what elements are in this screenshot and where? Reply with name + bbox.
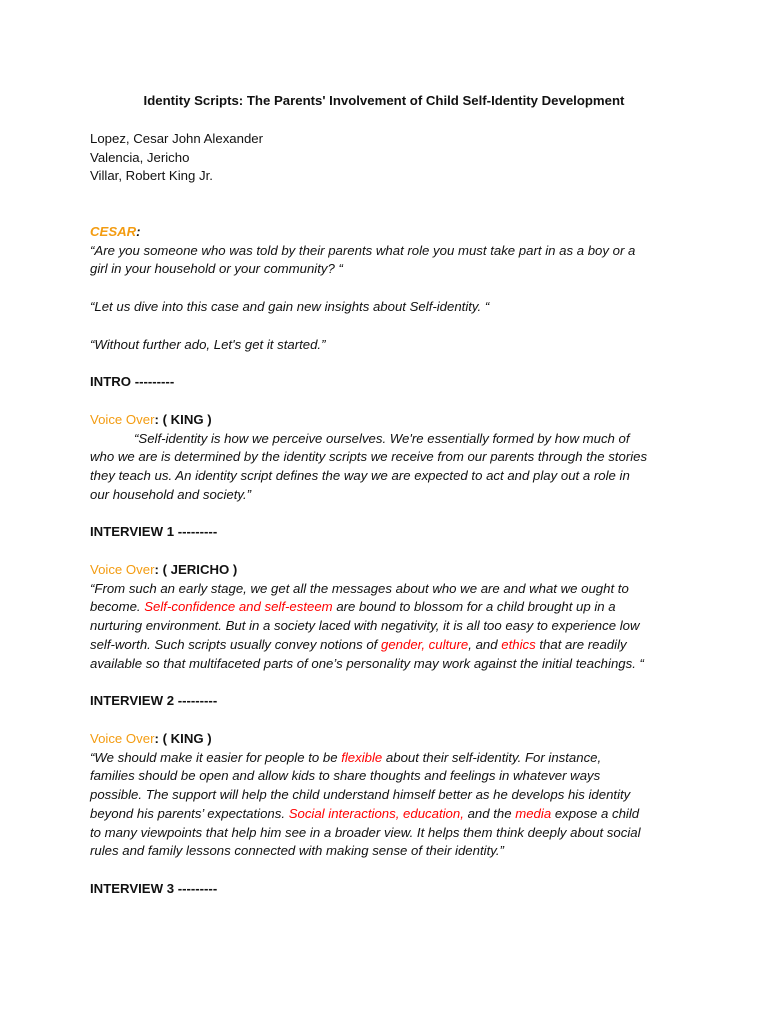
- interview1-heading-block: [90, 523, 690, 542]
- text-run: become.: [90, 599, 145, 615]
- intro-text-line: our household and society.”: [90, 486, 252, 502]
- cesar-section: [90, 223, 690, 279]
- interview2-heading-block: [90, 692, 690, 711]
- interview1-heading: INTERVIEW 1 ---------: [90, 524, 218, 539]
- interview1-text-line: nurturing environment. But in a society laced with negativity, it is all too easy to experience low: [90, 618, 640, 634]
- voice-over-tag: Voice Over: [90, 562, 155, 577]
- author-name: Lopez, Cesar John Alexander: [90, 131, 264, 146]
- highlight-text: ethics: [501, 636, 536, 652]
- text-run: are bound to blossom for a child brought up in a: [332, 599, 616, 615]
- interview2-text-line: rules and family lessons connected with making sense of their identity.”: [90, 843, 504, 859]
- text-run: “We should make it easier for people to be: [90, 749, 342, 765]
- cesar-line-3: [90, 336, 690, 355]
- voice-over-label: [90, 411, 690, 430]
- intro-text-line: “Self-identity is how we perceive ourselves. We're essentially formed by how much of: [134, 430, 630, 446]
- text-run: and the: [463, 805, 516, 821]
- intro-heading-block: [90, 373, 690, 392]
- cesar-label: [90, 223, 690, 242]
- interview2-heading: INTERVIEW 2 ---------: [90, 693, 218, 708]
- voice-over-tag: Voice Over: [90, 412, 155, 427]
- intro-heading: INTRO ---------: [90, 374, 175, 389]
- cesar-question-line: “Are you someone who was told by their parents what role you must take part in as a boy or a: [90, 242, 636, 258]
- voice-over-label: [90, 561, 690, 580]
- author-name: Valencia, Jericho: [90, 149, 190, 165]
- voice-over-tag: Voice Over: [90, 731, 155, 746]
- interview1-text-line: available so that multifaceted parts of one’s personality may work against the initial teachings. “: [90, 655, 644, 671]
- interview1-text-line: “From such an early stage, we get all the messages about who we are and what we ought to: [90, 580, 629, 596]
- highlight-text: media: [515, 805, 552, 821]
- cesar-statement: “Let us dive into this case and gain new insights about Self-identity. “: [90, 299, 490, 314]
- interview1-text-line: [90, 636, 690, 655]
- intro-text-line: they teach us. An identity script defines the way we are expected to act and play out a role in: [90, 468, 630, 484]
- text-run: that are readily: [535, 636, 627, 652]
- cesar-colon: :: [136, 224, 141, 239]
- intro-voice-over: [90, 411, 690, 505]
- text-run: about their self-identity. For instance,: [382, 749, 602, 765]
- interview2-text-line: [90, 805, 690, 824]
- highlight-text: Self-confidence and self-esteem: [144, 599, 333, 615]
- text-run: beyond his parents’ expectations.: [90, 805, 289, 821]
- highlight-text: gender, culture: [381, 636, 469, 652]
- text-run: expose a child: [551, 805, 640, 821]
- author-list: [90, 130, 690, 186]
- highlight-text: Social interactions, education,: [288, 805, 464, 821]
- cesar-line-2: [90, 298, 690, 317]
- text-run: self-worth. Such scripts usually convey notions of: [90, 636, 381, 652]
- interview2-text-line: to many viewpoints that help him see in a broader view. It helps them think deeply about social: [90, 824, 641, 840]
- highlight-text: flexible: [341, 749, 383, 765]
- interview2-text-line: possible. The support will help the child understand himself better as he develops his identity: [90, 787, 631, 803]
- interview1-voice-over: [90, 561, 690, 673]
- text-run: , and: [468, 636, 502, 652]
- interview2-text-line: families should be open and allow kids to share thoughts and feelings in whatever ways: [90, 768, 601, 784]
- voice-over-speaker: : ( KING ): [154, 412, 212, 427]
- cesar-name: CESAR: [90, 224, 137, 239]
- author-name: Villar, Robert King Jr.: [90, 168, 213, 184]
- voice-over-label: [90, 730, 690, 749]
- interview1-text-line: [90, 598, 690, 617]
- document-title: Identity Scripts: The Parents' Involvement of Child Self-Identity Development: [143, 93, 625, 108]
- intro-text-line: who we are is determined by the identity scripts we receive from our parents through the stories: [90, 449, 648, 465]
- cesar-question-line: girl in your household or your community? “: [90, 261, 343, 277]
- interview2-text-line: [90, 749, 690, 768]
- interview3-heading-block: [90, 880, 690, 899]
- interview3-heading: INTERVIEW 3 ---------: [90, 881, 218, 896]
- interview2-voice-over: [90, 730, 690, 861]
- voice-over-speaker: : ( JERICHO ): [154, 562, 238, 577]
- cesar-statement: “Without further ado, Let's get it started.”: [90, 337, 326, 352]
- voice-over-speaker: : ( KING ): [154, 731, 212, 746]
